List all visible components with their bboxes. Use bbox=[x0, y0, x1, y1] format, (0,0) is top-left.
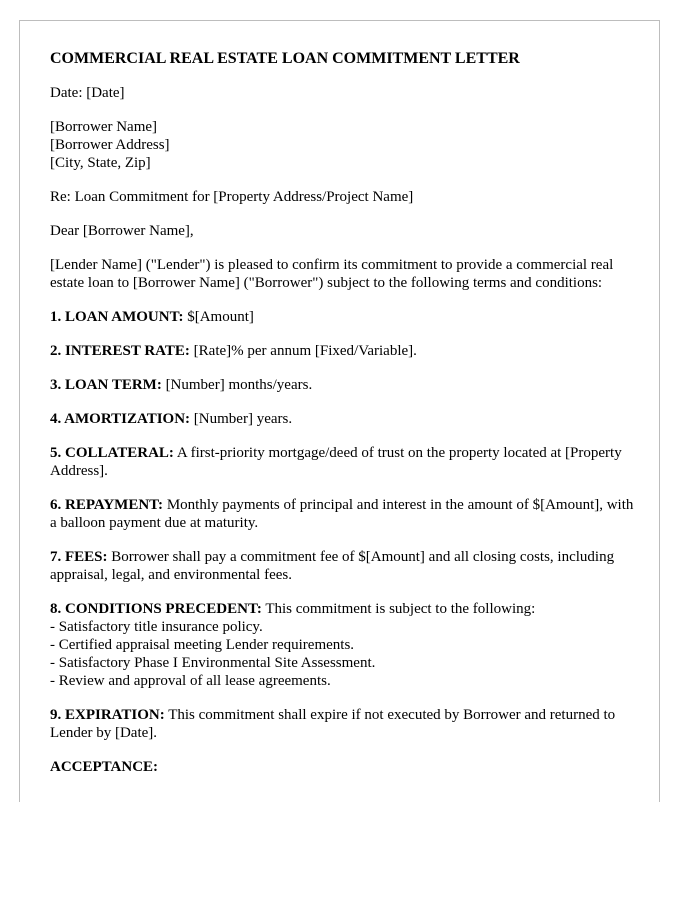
section-text: This commitment shall expire if not executed by Borrower and returned to Lender by [Date]. bbox=[50, 707, 616, 741]
section-text: This commitment is subject to the following: bbox=[261, 601, 536, 617]
letter-content bbox=[50, 49, 640, 792]
section-heading: 2. INTEREST RATE: bbox=[50, 343, 190, 359]
intro-paragraph: [Lender Name] ("Lender") is pleased to confirm its commitment to provide a commercial real estate loan to [Borrower Name] ("Borrower") subject to the following terms and conditions: bbox=[50, 257, 614, 291]
condition-item: - Certified appraisal meeting Lender requirements. bbox=[50, 637, 355, 653]
section-loan-amount bbox=[50, 308, 640, 326]
condition-item: - Review and approval of all lease agreements. bbox=[50, 673, 331, 689]
section-fees bbox=[50, 548, 640, 584]
section-heading: 9. EXPIRATION: bbox=[50, 707, 165, 723]
section-interest-rate bbox=[50, 342, 640, 360]
section-collateral bbox=[50, 444, 640, 480]
section-amortization bbox=[50, 410, 640, 428]
section-heading: 5. COLLATERAL: bbox=[50, 445, 174, 461]
date-line: Date: [Date] bbox=[50, 85, 125, 101]
section-text: [Rate]% per annum [Fixed/Variable]. bbox=[189, 343, 417, 359]
salutation: Dear [Borrower Name], bbox=[50, 223, 194, 239]
re-line: Re: Loan Commitment for [Property Address/Project Name] bbox=[50, 189, 414, 205]
section-expiration bbox=[50, 706, 640, 742]
section-heading: 4. AMORTIZATION: bbox=[50, 411, 191, 427]
section-conditions-precedent bbox=[50, 600, 640, 690]
section-heading: 1. LOAN AMOUNT: bbox=[50, 309, 184, 325]
section-text: Borrower shall pay a commitment fee of $[Amount] and all closing costs, including appraisal, legal, and environmental fees. bbox=[50, 549, 615, 583]
condition-item: - Satisfactory title insurance policy. bbox=[50, 619, 263, 635]
section-text: Monthly payments of principal and interest in the amount of $[Amount], with a balloon payment due at maturity. bbox=[50, 497, 634, 531]
section-loan-term bbox=[50, 376, 640, 394]
condition-item: - Satisfactory Phase I Environmental Site Assessment. bbox=[50, 655, 376, 671]
section-heading: 6. REPAYMENT: bbox=[50, 497, 164, 513]
acceptance-heading: ACCEPTANCE: bbox=[50, 759, 159, 775]
section-text: A first-priority mortgage/deed of trust on the property located at [Property Address]. bbox=[50, 445, 622, 479]
letter-title: COMMERCIAL REAL ESTATE LOAN COMMITMENT LETTER bbox=[50, 50, 520, 67]
section-text: [Number] months/years. bbox=[161, 377, 313, 393]
address-line: [Borrower Address] bbox=[50, 137, 170, 153]
conditions-list bbox=[50, 618, 640, 690]
section-heading: 8. CONDITIONS PRECEDENT: bbox=[50, 601, 262, 617]
address-line: [City, State, Zip] bbox=[50, 155, 151, 171]
section-heading: 3. LOAN TERM: bbox=[50, 377, 162, 393]
address-line: [Borrower Name] bbox=[50, 119, 158, 135]
section-text: [Number] years. bbox=[190, 411, 293, 427]
borrower-address-block bbox=[50, 118, 640, 172]
conditions-intro bbox=[50, 600, 640, 618]
section-heading: 7. FEES: bbox=[50, 549, 108, 565]
section-text: $[Amount] bbox=[183, 309, 254, 325]
section-repayment bbox=[50, 496, 640, 532]
letter-page bbox=[19, 20, 660, 802]
